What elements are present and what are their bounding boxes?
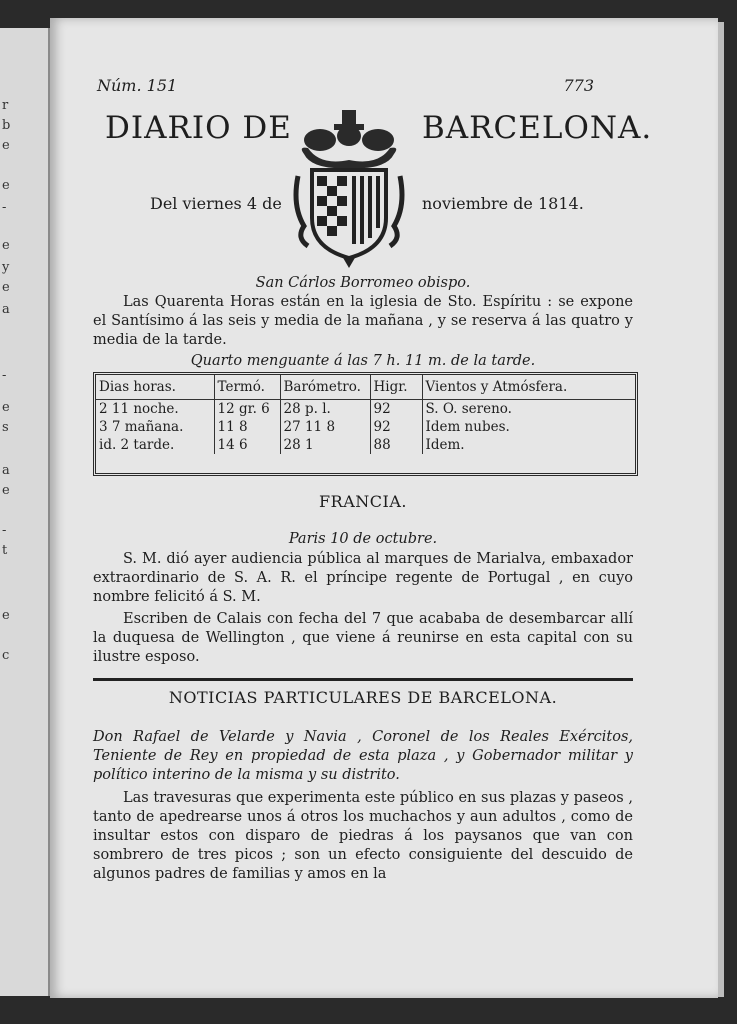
weather-header-row <box>96 375 635 400</box>
left-page-fragment: a <box>2 302 10 317</box>
left-page-fragment: b <box>2 118 11 133</box>
left-page-fragment: e <box>2 608 10 623</box>
table-row <box>96 418 635 436</box>
table-cell: Idem nubes. <box>425 419 510 435</box>
column-header: Higr. <box>370 375 422 400</box>
table-cell: 12 gr. 6 <box>214 400 280 419</box>
table-cell: 3 7 mañana. <box>96 418 214 436</box>
section-divider <box>93 678 633 681</box>
left-page-fragment: e <box>2 280 10 295</box>
left-page-fragment: e <box>2 483 10 498</box>
table-cell: 27 11 8 <box>280 418 370 436</box>
francia-paragraph: S. M. dió ayer audiencia pública al marques de Marialva, embaxador extraordinario de S. A. R. el príncipe regente de Portugal , en cuyo nombre felicitó á S. M. <box>93 551 633 605</box>
saint-of-day: San Cárlos Borromeo obispo. <box>255 275 471 291</box>
issue-date-left: Del viernes 4 de <box>150 194 282 213</box>
francia-paragraph: Escriben de Calais con fecha del 7 que acababa de desembarcar allí la duquesa de Wellington , que viene á reunirse en esta capital con su ilustre esposo. <box>93 611 633 665</box>
table-cell: 28 p. l. <box>280 400 370 419</box>
column-header: Termó. <box>214 375 280 400</box>
table-cell: 88 <box>370 436 422 454</box>
left-page-fragment: - <box>2 523 7 538</box>
column-header: Barómetro. <box>280 375 370 400</box>
table-row <box>96 436 635 454</box>
barcelona-paragraph: Las travesuras que experimenta este público en sus plazas y paseos , tanto de apedrearse unos á otros los muchachos y aun adultos , como de insultar estos con disparo de piedras á los paysanos que van con sombrero de tres picos ; son un efecto consiguiente del descuido de algunos padres de familias y amos en la <box>93 790 633 882</box>
barcelona-heading: NOTICIAS PARTICULARES DE BARCELONA. <box>168 688 558 707</box>
left-page-fragment: - <box>2 200 7 215</box>
left-page-fragment: a <box>2 463 10 478</box>
left-page-fragment: - <box>2 368 7 383</box>
left-page-fragment: e <box>2 178 10 193</box>
column-header: Vientos y Atmósfera. <box>422 375 635 400</box>
left-page-fragment: t <box>2 543 8 558</box>
table-row <box>96 400 635 419</box>
left-page-fragment: e <box>2 238 10 253</box>
moon-phase: Quarto menguante á las 7 h. 11 m. de la tarde. <box>190 353 536 369</box>
column-header: Dias horas. <box>96 375 214 400</box>
francia-dateline: Paris 10 de octubre. <box>288 531 438 547</box>
table-cell: id. 2 tarde. <box>96 436 214 454</box>
table-cell: 11 8 <box>214 418 280 436</box>
table-cell: S. O. sereno. <box>425 401 512 417</box>
weather-table <box>93 372 638 476</box>
issue-date-right: noviembre de 1814. <box>422 194 584 213</box>
left-page-fragment: e <box>2 400 10 415</box>
barcelona-intro: Don Rafael de Velarde y Navia , Coronel de los Reales Exércitos, Teniente de Rey en propiedad de esta plaza , y Gobernador militar y político interino de la misma y su distrito. <box>93 729 633 783</box>
table-cell: 14 6 <box>214 436 280 454</box>
left-page-fragment: y <box>2 260 10 275</box>
left-page-fragment: c <box>2 648 10 663</box>
issue-number: Núm. 151 <box>97 76 178 95</box>
table-cell: 92 <box>370 418 422 436</box>
barcelona-coat-of-arms-icon <box>290 106 408 271</box>
table-cell: 2 11 noche. <box>96 400 214 419</box>
forty-hours-notice: Las Quarenta Horas están en la iglesia de Sto. Espíritu : se expone el Santísimo á las seis y media de la mañana , y se reserva á las quatro y media de la tarde. <box>93 294 633 348</box>
masthead-title-right: BARCELONA. <box>422 110 653 146</box>
page-edge <box>718 22 724 997</box>
page-number: 773 <box>563 76 594 95</box>
table-cell: 28 1 <box>280 436 370 454</box>
table-cell: 92 <box>370 400 422 419</box>
newspaper-page <box>50 18 718 998</box>
left-page-fragment: s <box>2 420 9 435</box>
left-page-edge <box>0 28 50 996</box>
left-page-fragment: e <box>2 138 10 153</box>
table-cell: Idem. <box>425 437 465 453</box>
masthead-title-left: DIARIO DE <box>105 110 292 146</box>
francia-heading: FRANCIA. <box>319 492 407 511</box>
left-page-fragment: r <box>2 98 9 113</box>
